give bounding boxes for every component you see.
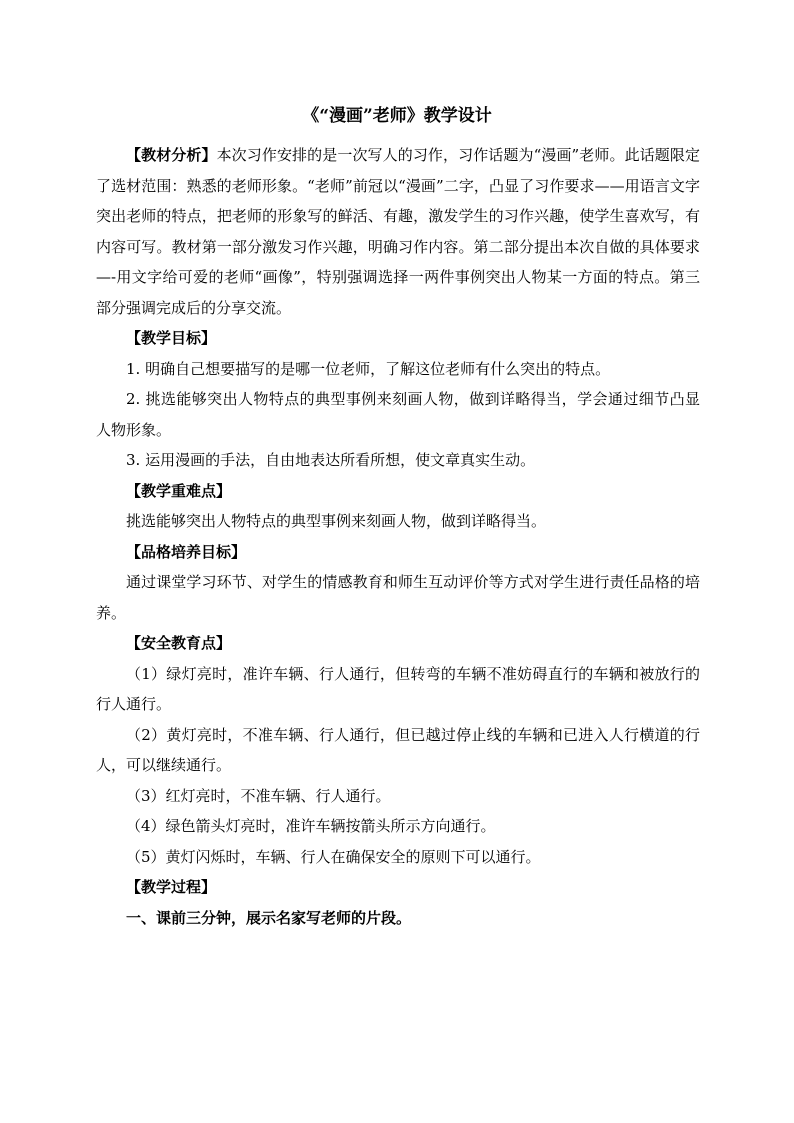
- safety-item: （3）红灯亮时，不准车辆、行人通行。: [126, 786, 391, 805]
- safety-item: （1）绿灯亮时，准许车辆、行人通行，但转弯的车辆不准妨碍直行的车辆和被放行的行人通行。: [96, 664, 700, 713]
- safety-item: （5）黄灯闪烁时，车辆、行人在确保安全的原则下可以通行。: [126, 847, 541, 866]
- safety-item: （4）绿色箭头灯亮时，准许车辆按箭头所示方向通行。: [126, 817, 496, 835]
- key-points-text: 挑选能够突出人物特点的典型事例来刻画人物，做到详略得当。: [126, 512, 547, 530]
- analysis-text: 本次习作安排的是一次写人的习作，习作话题为“漫画”老师。此话题限定了选材范围：熟悉的老师形象。“老师”前冠以“漫画”二字，凸显了习作要求——用语言文字突出老师的特点，把老师的形象写的鲜活、有趣，激发学生的习作兴趣，使学生喜欢写，有内容可写。教材第一部分激发习作兴趣，明确习作内容。第二部分提出本次自做的具体要求—-用文字给可爱的老师“画像”，特别强调选择一两件事例突出人物某一方面的特点。第三部分强调完成后的分享交流。: [96, 146, 700, 317]
- process-step: 一、课前三分钟，展示名家写老师的片段。: [126, 908, 412, 927]
- character-heading: 【品格培养目标】: [126, 542, 247, 561]
- key-points-heading: 【教学重难点】: [126, 481, 232, 500]
- safety-heading: 【安全教育点】: [126, 634, 232, 652]
- character-text: 通过课堂学习环节、对学生的情感教育和师生互动评价等方式对学生进行责任品格的培养。: [96, 573, 700, 622]
- goal-item: 1. 明确自己想要描写的是哪一位老师，了解这位老师有什么突出的特点。: [126, 359, 611, 378]
- safety-item: （2）黄灯亮时，不准车辆、行人通行，但已越过停止线的车辆和已进入人行横道的行人，可以继续通行。: [96, 725, 700, 774]
- document-title: 《“漫画”老师》教学设计: [302, 106, 492, 126]
- goal-item: 3. 运用漫画的手法，自由地表达所看所想，使文章真实生动。: [126, 451, 536, 469]
- document-body: [96, 140, 700, 933]
- goals-heading: 【教学目标】: [126, 329, 217, 347]
- goal-item: 2. 挑选能够突出人物特点的典型事例来刻画人物，做到详略得当，学会通过细节凸显人物形象。: [96, 390, 700, 439]
- analysis-paragraph: [96, 140, 700, 323]
- process-heading: 【教学过程】: [126, 878, 217, 896]
- analysis-label: 【教材分析】: [126, 146, 217, 164]
